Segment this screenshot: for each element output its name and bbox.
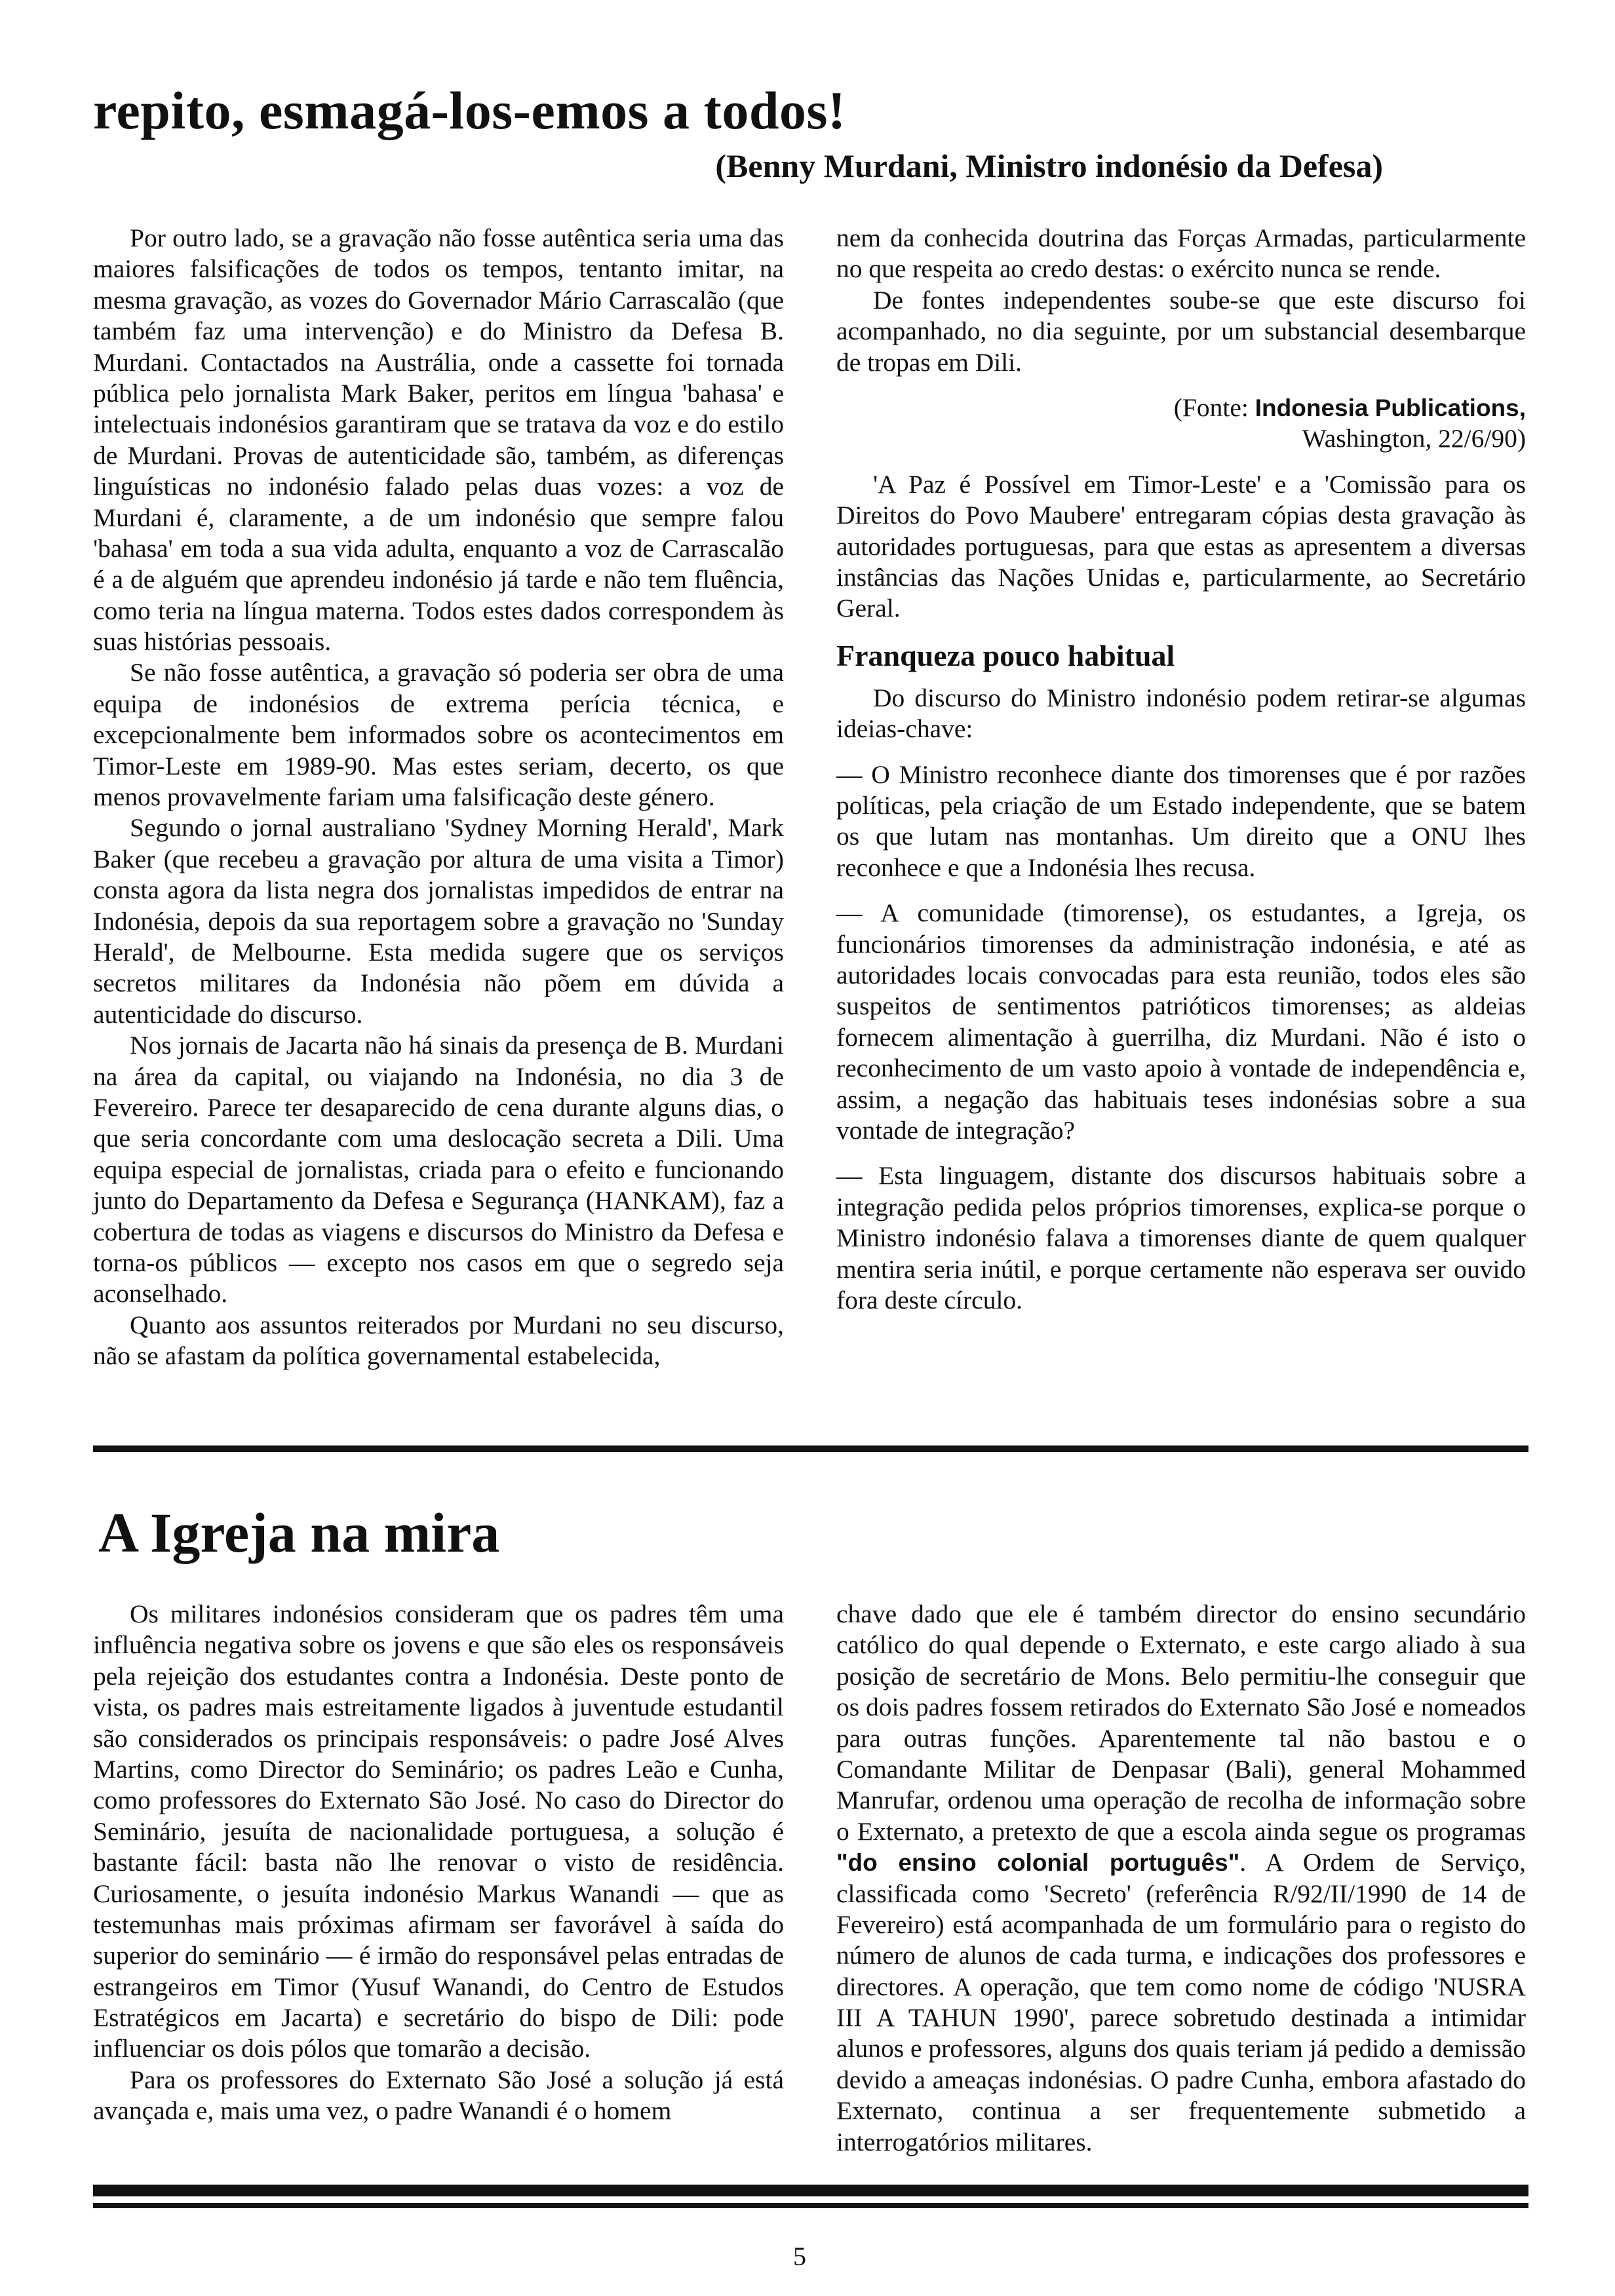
section-divider — [93, 1445, 1528, 1452]
source-citation — [836, 392, 1526, 455]
paragraph: Para os professores do Externato São José a solução já está avançada e, mais uma vez, o padre Wanandi é o homem — [93, 2065, 784, 2126]
paragraph-text: . A Ordem de Serviço, classificada como 'Secreto' (referência R/92/II/1990 de 14 de Fevereiro) está acompanhada de um formulário para o registo do número de alunos de cada turma, e indicações dos professores e directores. A operação, que tem como nome de código 'NUSRA III A TAHUN 1990', parece sobretudo destinada a intimidar alunos e professores, alguns dos quais teriam já pedido a demissão devido a ameaças indonésias. O padre Cunha, embora afastado do Externato, continua a ser frequentemente submetido a interrogatórios militares. — [836, 1848, 1527, 2156]
key-idea-item: — Esta linguagem, distante dos discursos habituais sobre a integração pedida pelos próprios timorenses, explica-se porque o Ministro indonésio falava a timorenses diante de quem qualquer mentira seria inútil, e porque certamente não esperava ser ouvido fora deste círculo. — [836, 1161, 1526, 1314]
paragraph: Do discurso do Ministro indonésio podem retirar-se algumas ideias-chave: — [836, 683, 1526, 744]
paragraph: Se não fosse autêntica, a gravação só poderia ser obra de uma equipa de indonésios de extrema perícia técnica, e excepcionalmente bem informados sobre os acontecimentos em Timor-Leste em 1989-90. Mas estes seriam, decerto, os que menos provavelmente fariam uma falsificação deste género. — [93, 658, 784, 812]
key-idea-item: — O Ministro reconhece diante dos timorenses que é por razões políticas, pela criação de um Estado independente, que se batem os que lutam nas montanhas. Um direito que a ONU lhes reconhece e que a Indonésia lhes recusa. — [836, 759, 1526, 882]
paragraph-text: chave dado que ele é também director do ensino secundário católico do qual depende o Externato, e este cargo aliado à sua posição de secretário de Mons. Belo permitiu-lhe conseguir que os dois padres fossem retirados do Externato São José e nomeados para outras funções. Aparentemente tal não bastou e o Comandante Militar de Denpasar (Bali), general Mohammed Manrufar, ordenou uma operação de recolha de informação sobre o Externato, a pretexto de que a escola ainda segue os programas — [836, 1599, 1526, 1846]
article1-left-column — [93, 223, 784, 1371]
footer-divider — [93, 2185, 1528, 2196]
section-subheading: Franqueza pouco habitual — [836, 638, 1175, 672]
article2-left-column — [93, 1599, 784, 2127]
key-idea-item: — A comunidade (timorense), os estudantes, a Igreja, os funcionários timorenses da administração indonésia, e até as autoridades locais convocadas para esta reunião, todos eles são suspeitos de sentimentos patrióticos timorenses; as aldeias fornecem alimentação à guerrilha, diz Murdani. Não é isto o reconhecimento de um vasto apoio à vontade de independência e, assim, a negação das habituais teses indonésias sobre a sua vontade de integração? — [836, 898, 1526, 1145]
footer-divider — [93, 2203, 1528, 2208]
quoted-phrase: "do ensino colonial português" — [836, 1849, 1240, 1877]
paragraph: nem da conhecida doutrina das Forças Armadas, particularmente no que respeita ao credo destas: o exército nunca se rende. — [836, 223, 1526, 284]
paragraph: Quanto aos assuntos reiterados por Murdani no seu discurso, não se afastam da política governamental estabelecida, — [93, 1310, 784, 1371]
paragraph: Os militares indonésios consideram que os padres têm uma influência negativa sobre os jovens e que são eles os responsáveis pela rejeição dos estudantes contra a Indonésia. Deste ponto de vista, os padres mais estreitamente ligados à juventude estudantil são considerados os principais responsáveis: o padre José Alves Martins, como Director do Seminário; os padres Leão e Cunha, como professores do Externato São José. No caso do Director do Seminário, jesuíta de nacionalidade portuguesa, a solução é bastante fácil: basta não lhe renovar o visto de residência. Curiosamente, o jesuíta indonésio Markus Wanandi — que as testemunhas mais próximas afirmam ser favorável à saída do superior do seminário — é irmão do responsável pelas entradas de estrangeiros em Timor (Yusuf Wanandi, do Centro de Estudos Estratégicos em Jacarta) e secretário do bispo de Dili: pode influenciar os dois pólos que tomarão a decisão. — [93, 1599, 784, 2063]
source-prefix: (Fonte: — [1173, 392, 1255, 422]
article1-right-column — [836, 223, 1526, 1316]
paragraph: De fontes independentes soube-se que este discurso foi acompanhado, no dia seguinte, por um substancial desembarque de tropas em Dili. — [836, 285, 1526, 377]
article2-right-column — [836, 1599, 1526, 2158]
paragraph: Segundo o jornal australiano 'Sydney Morning Herald', Mark Baker (que recebeu a gravação por altura de uma visita a Timor) consta agora da lista negra dos jornalistas impedidos de entrar na Indonésia, depois da sua reportagem sobre a gravação no 'Sunday Herald', de Melbourne. Esta medida sugere que os serviços secretos militares da Indonésia não põem em dúvida a autenticidade do discurso. — [93, 813, 784, 1029]
quote-attribution: (Benny Murdani, Ministro indonésio da Defesa) — [715, 147, 1383, 184]
article-headline: A Igreja na mira — [98, 1501, 500, 1564]
paragraph: Por outro lado, se a gravação não fosse autêntica seria uma das maiores falsificações de todos os tempos, tentanto imitar, na mesma gravação, as vozes do Governador Mário Carrascalão (que também faz uma intervenção) e do Ministro da Defesa B. Murdani. Contactados na Austrália, onde a cassette foi tornada pública pelo jornalista Mark Baker, peritos em língua 'bahasa' e intelectuais indonésios garantiram que se tratava da voz e do estilo de Murdani. Provas de autenticidade são, também, as diferenças linguísticas no indonésio falado pelas duas vozes: a voz de Murdani é, claramente, a de um indonésio que sempre falou 'bahasa' em toda a sua vida adulta, enquanto a voz de Carrascalão é a de alguém que aprendeu indonésio já tarde e não tem fluência, como teria na língua materna. Todos estes dados correspondem às suas histórias pessoais. — [93, 223, 784, 657]
source-location-date: Washington, 22/6/90) — [1302, 424, 1526, 453]
article-headline: repito, esmagá-los-emos a todos! — [93, 81, 846, 140]
source-publication: Indonesia Publications, — [1255, 394, 1526, 421]
paragraph — [836, 1599, 1526, 2158]
paragraph: 'A Paz é Possível em Timor-Leste' e a 'Comissão para os Direitos do Povo Maubere' entregaram cópias desta gravação às autoridades portuguesas, para que estas as apresentem a diversas instâncias das Nações Unidas e, particularmente, ao Secretário Geral. — [836, 469, 1526, 623]
page-number: 5 — [793, 2242, 806, 2271]
paragraph: Nos jornais de Jacarta não há sinais da presença de B. Murdani na área da capital, ou viajando na Indonésia, no dia 3 de Fevereiro. Parece ter desaparecido de cena durante alguns dias, o que seria concordante com uma deslocação secreta a Dili. Uma equipa especial de jornalistas, criada para o efeito e funcionando junto do Departamento da Defesa e Segurança (HANKAM), faz a cobertura de todas as viagens e discursos do Ministro da Defesa e torna-os públicos — excepto nos casos em que o segredo seja aconselhado. — [93, 1031, 784, 1309]
